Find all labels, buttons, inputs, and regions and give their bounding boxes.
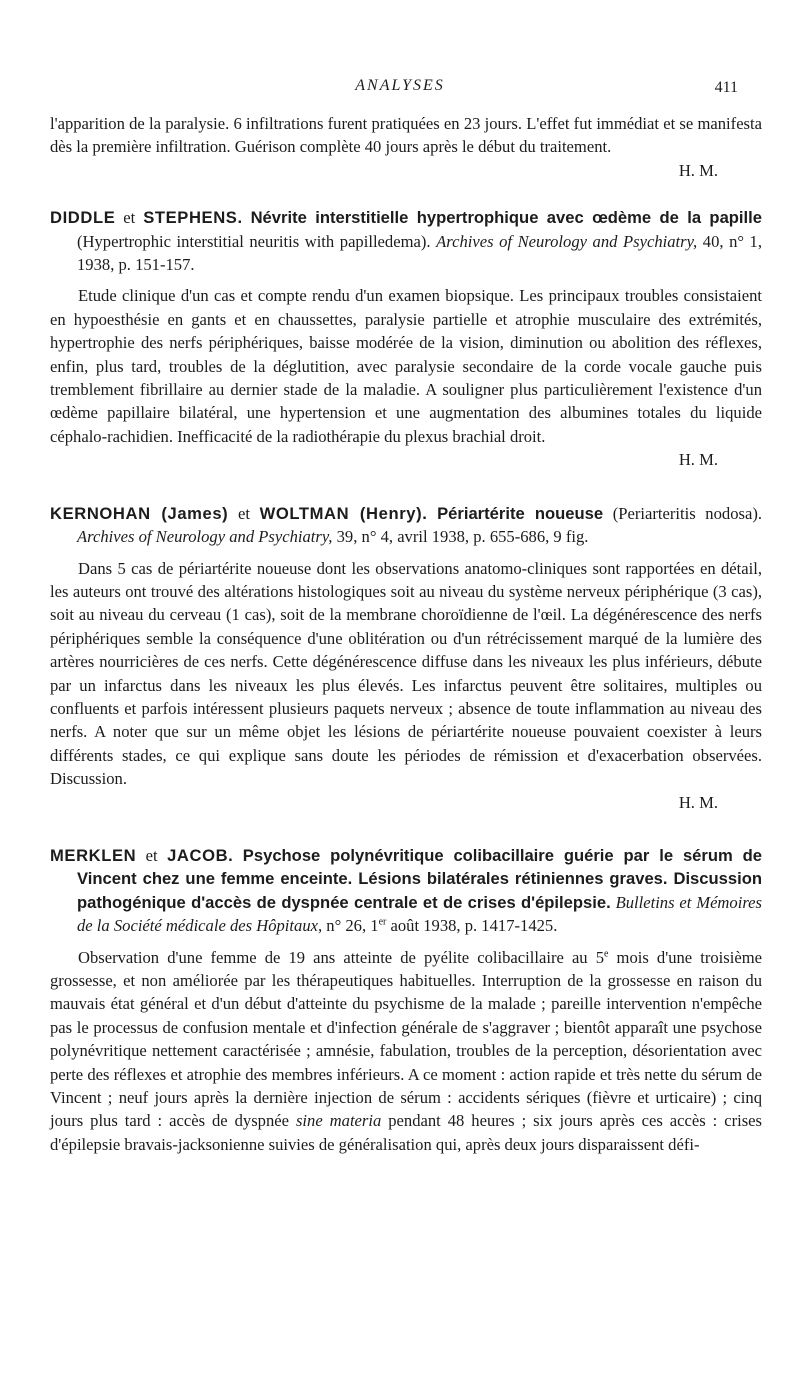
entry-reference	[50, 844, 762, 938]
author: KERNOHAN (James)	[50, 503, 229, 523]
author: WOLTMAN (Henry).	[259, 503, 428, 523]
article-title: Psychose polynévritique colibacillaire guérie par le sérum de Vincent chez une femme enceinte. Lésions bilatérales rétiniennes graves. Discussion pathogénique d'accès de dyspnée centrale et de crises d'épilepsie.	[77, 845, 762, 912]
article-title: Périartérite noueuse	[437, 503, 604, 523]
citation: 39, n° 4, avril 1938, p. 655-686, 9 fig.	[336, 527, 589, 547]
article-title: Névrite interstitielle hypertrophique avec œdème de la papille	[250, 208, 762, 228]
citation: n° 26, 1er août 1938, p. 1417-1425.	[326, 916, 558, 936]
author-conjunction: et	[123, 208, 136, 228]
author: MERKLEN	[50, 845, 137, 865]
author: JACOB.	[167, 845, 234, 865]
abstract-entry	[50, 206, 762, 471]
author: DIDDLE	[50, 208, 116, 228]
running-head: ANALYSES	[355, 77, 445, 94]
continuation-signature: H. M.	[678, 160, 718, 180]
abstract-entry	[50, 844, 762, 1156]
italic-phrase: sine materia	[295, 1111, 382, 1131]
abstract-body: Etude clinique d'un cas et compte rendu d'un examen biopsique. Les principaux troubles consistaient en hypoesthésie en gants et en chaussettes, paralysie partielle et atrophie musculaire des extrémités, hypertrophie des nerfs périphériques, baisse modérée de la vision, diminution ou abolition des réflexes, enfin, plus tard, troubles de la déglutition, avec paralysie secondaire de la corde vocale gauche puis tremblement fibrillaire au dernier stade de la maladie. A souligner plus particulièrement l'existence d'un œdème papillaire bilatéral, une hypertension et une augmentation des albumines totales du liquide céphalo-rachidien. Inefficacité de la radiothérapie du plexus brachial droit.	[50, 286, 762, 446]
abstract-body: Dans 5 cas de périartérite noueuse dont les observations anatomo-cliniques sont rapportées en détail, les auteurs ont trouvé des altérations histologiques soit au niveau du système nerveux périphérique (3 cas), soit au niveau du cerveau (1 cas), soit de la membrane choroïdienne de l'œil. La dégénérescence des nerfs périphériques semble la conséquence d'une oblitération ou d'un rétrécissement marqué de la lumière des artères nourricières de ces nerfs. Cette dégénérescence diffuse dans les niveaux les plus inférieurs, débute par un infarctus dans les niveaux les plus élevés. Les infarctus peuvent être solitaires, multiples ou confluents et parfois intéressent plusieurs paquets nerveux ; absence de toute inflammation au niveau des nerfs. A noter que sur un même objet les lésions de périartérite noueuse pouvaient coexister à leurs différents stades, ce qui explique sans doute les périodes de rémission et d'exacerbation observées. Discussion.	[50, 558, 762, 789]
abstract-body: Observation d'une femme de 19 ans atteinte de pyélite colibacillaire au 5e mois d'une troisième grossesse, et non améliorée par les thérapeutiques habituelles. Interruption de la grossesse en raison du mauvais état général et d'un début d'atteinte du psychisme de la malade ; pareille intervention n'empêche pas le processus de confusion mentale et d'infection générale de s'aggraver ; bientôt apparaît une psychose polynévritique nettement caractérisée ; amnésie, fabulation, troubles de la perception, désorientation avec perte des réflexes et atrophie des membres inférieurs. A ce moment : action rapide et très nette du sérum de Vincent ; neuf jours après la dernière injection de sérum : accidents sériques (fièvre et urticaire) ; cinq jours plus tard : accès de dyspnée sine materia pendant 48 heures ; six jours après ces accès : crises d'épilepsie bravais-jacksonienne suivies de généralisation qui, après deux jours disparaissent défi-	[50, 947, 763, 1154]
author: STEPHENS.	[143, 208, 243, 228]
entry-reference	[50, 502, 762, 549]
abstract-signature: H. M.	[678, 792, 718, 812]
abstract-entry	[50, 502, 762, 814]
author-conjunction: et	[237, 503, 250, 523]
entry-reference	[50, 206, 762, 276]
journal-name: Archives of Neurology and Psychiatry,	[436, 231, 698, 251]
title-translation: (Periarteritis nodosa).	[612, 503, 762, 523]
continuation-text: l'apparition de la paralysie. 6 infiltrations furent pratiquées en 23 jours. L'effet fut immédiat et se manifesta dès la première infiltration. Guérison complète 40 jours après le début du traitement.	[50, 114, 762, 157]
title-translation: (Hypertrophic interstitial neuritis with papilledema).	[77, 231, 431, 251]
author-conjunction: et	[145, 845, 158, 865]
page-number: 411	[714, 79, 738, 96]
journal-name: Bulletins et Mémoires de la Société médicale des Hôpitaux,	[77, 892, 762, 936]
citation: 40, n° 1, 1938, p. 151-157.	[77, 231, 762, 275]
continuation-abstract	[50, 112, 762, 182]
journal-name: Archives of Neurology and Psychiatry,	[77, 527, 333, 547]
abstract-signature: H. M.	[678, 450, 718, 470]
